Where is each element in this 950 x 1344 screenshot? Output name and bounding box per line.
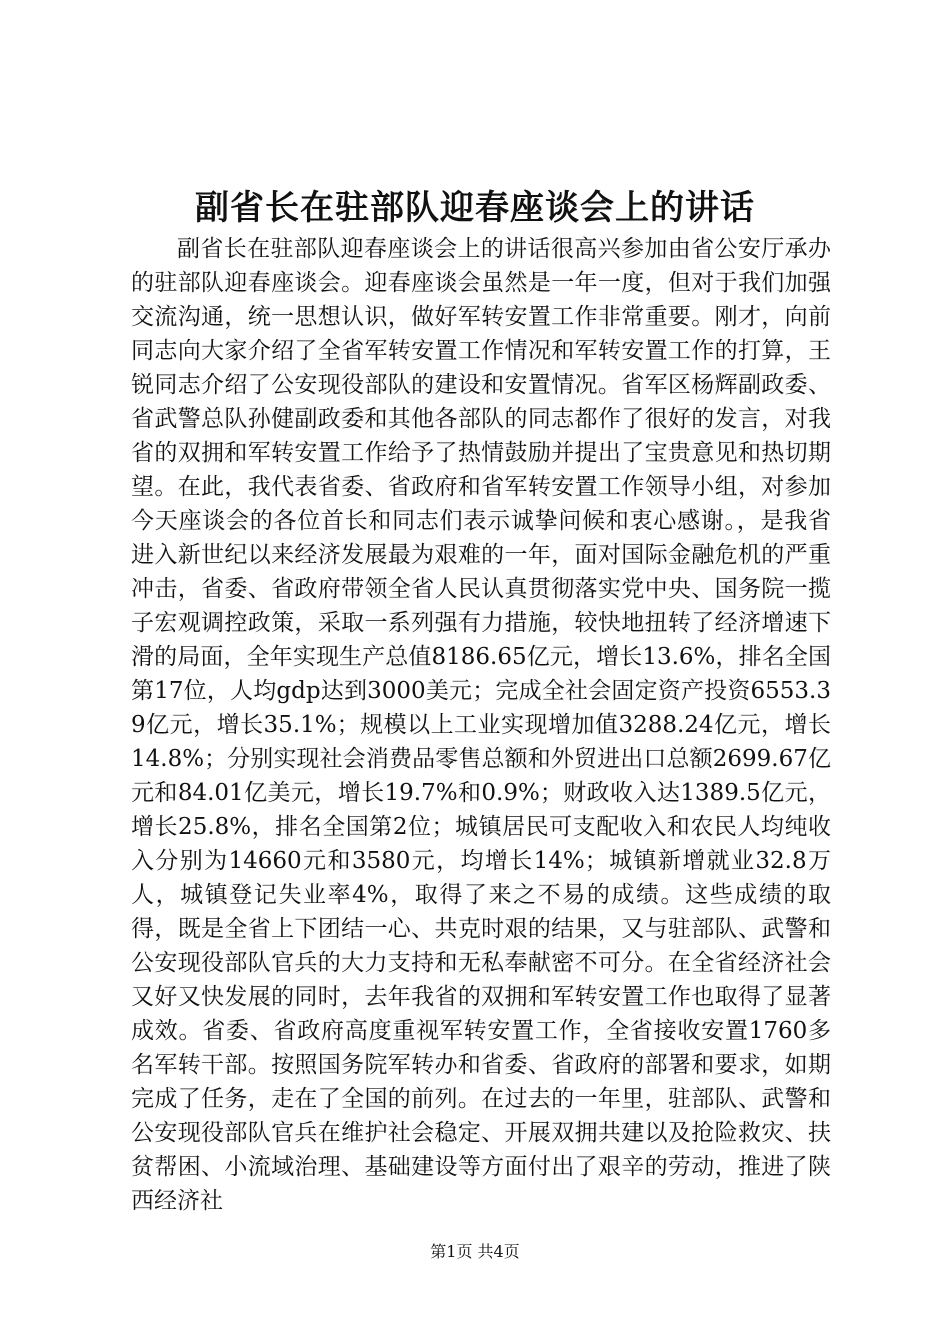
page-footer: 第1页 共4页 <box>430 1242 520 1261</box>
document-body: 副省长在驻部队迎春座谈会上的讲话很高兴参加由省公安厅承办的驻部队迎春座谈会。迎春座谈会虽然是一年一度，但对于我们加强交流沟通，统一思想认识，做好军转安置工作非常重要。刚才，向前同志向大家介绍了全省军转安置工作情况和军转安置工作的打算，王锐同志介绍了公安现役部队的建设和安置情况。省军区杨辉副政委、省武警总队孙健副政委和其他各部队的同志都作了很好的发言，对我省的双拥和军转安置工作给予了热情鼓励并提出了宝贵意见和热切期望。在此，我代表省委、省政府和省军转安置工作领导小组，对参加今天座谈会的各位首长和同志们表示诚挚问候和衷心感谢。，是我省进入新世纪以来经济发展最为艰难的一年，面对国际金融危机的严重冲击，省委、省政府带领全省人民认真贯彻落实党中央、国务院一揽子宏观调控政策，采取一系列强有力措施，较快地扭转了经济增速下滑的局面，全年实现生产总值8186.65亿元，增长13.6%，排名全国第17位，人均gdp达到3000美元；完成全社会固定资产投资6553.39亿元，增长35.1%；规模以上工业实现增加值3288.24亿元，增长14.8%；分别实现社会消费品零售总额和外贸进出口总额2699.67亿元和84.01亿美元，增长19.7%和0.9%；财政收入达1389.5亿元，增长25.8%，排名全国第2位；城镇居民可支配收入和农民人均纯收入分别为14660元和3580元，均增长14%；城镇新增就业32.8万人，城镇登记失业率4%，取得了来之不易的成绩。这些成绩的取得，既是全省上下团结一心、共克时艰的结果，又与驻部队、武警和公安现役部队官兵的大力支持和无私奉献密不可分。在全省经济社会又好又快发展的同时，去年我省的双拥和军转安置工作也取得了显著成效。省委、省政府高度重视军转安置工作，全省接收安置1760多名军转干部。按照国务院军转办和省委、省政府的部署和要求，如期完成了任务，走在了全国的前列。在过去的一年里，驻部队、武警和公安现役部队官兵在维护社会稳定、开展双拥共建以及抢险救灾、扶贫帮困、小流域治理、基础建设等方面付出了艰辛的劳动，推进了陕西经济社 <box>131 236 831 1214</box>
document-title: 副省长在驻部队迎春座谈会上的讲话 <box>195 188 755 228</box>
